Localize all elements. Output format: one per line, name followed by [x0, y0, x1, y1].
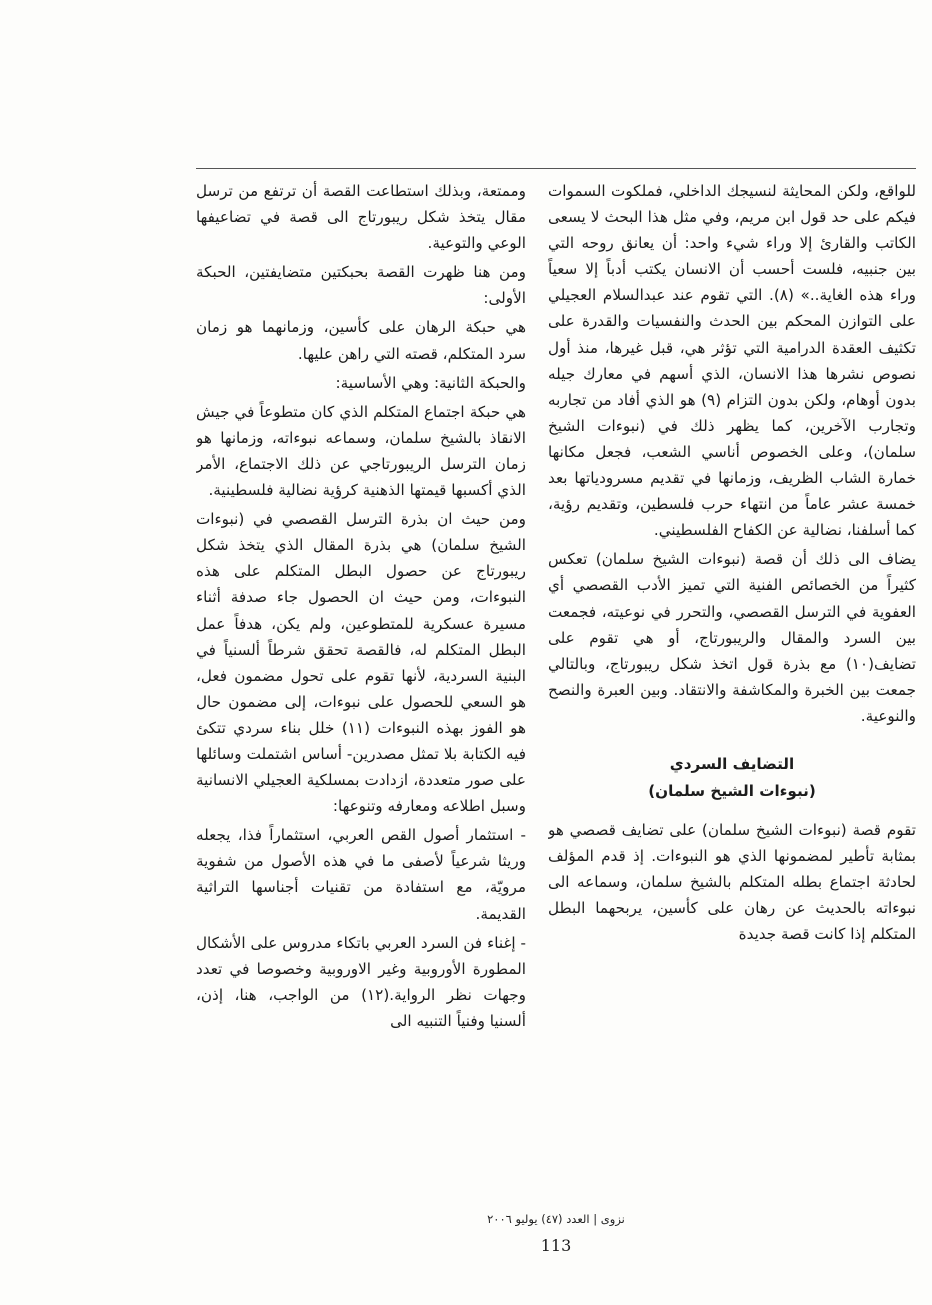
section-heading-title: التضايف السردي	[669, 754, 795, 773]
right-paragraph-2: يضاف الى ذلك أن قصة (نبوءات الشيخ سلمان) تعكس كثيراً من الخصائص الفنية التي تميز الأدب القصصي أي العفوية في الترسل القصصي، والتحرر في نوعيته، فجمعت بين السرد والمقال والريبورتاج، أو هي تقوم على تضايف(١٠) مع بذرة قول اتخذ شكل ريبورتاج، وبالتالي جمعت بين الخبرة والمكاشفة والانتقاد. وبين العبرة والنصح والنوعية.	[548, 550, 916, 725]
left-paragraph-2: ومن هنا ظهرت القصة بحبكتين متضايفتين، الحبكة الأولى:	[196, 263, 526, 308]
right-column	[548, 178, 916, 1208]
left-paragraph-7: - استثمار أصول القص العربي، استثماراً فذا، يجعله وريثا شرعياً لأصفى ما في هذه الأصول من شفوية مرويّة، مع استفادة من تقنيات أجناسها التراثية القديمة.	[196, 826, 526, 923]
section-heading	[548, 751, 916, 805]
left-paragraph-5: هي حبكة اجتماع المتكلم الذي كان متطوعاً في جيش الانقاذ بالشيخ سلمان، وسماعه نبوءاته، وزمانها هو زمان الترسل الريبورتاجي عن ذلك الاجتماع، الأمر الذي أكسبها قيمتها الذهنية كرؤية نضالية فلسطينية.	[196, 402, 526, 500]
right-paragraph-3: تقوم قصة (نبوءات الشيخ سلمان) على تضايف قصصي هو بمثابة تأطير لمضمونها الذي هو النبوءات. إذ قدم المؤلف لحادثة اجتماع بطله المتكلم بالشيخ سلمان، وسماعه الى نبوءاته بالحديث عن رهان على كأسين، يربحهما البطل المتكلم إذا كانت قصة جديدة	[548, 820, 916, 944]
left-paragraph-3: هي حبكة الرهان على كأسين، وزمانهما هو زمان سرد المتكلم، قصته التي راهن عليها.	[196, 318, 526, 363]
right-paragraph-1: للواقع، ولكن المحايثة لنسيجك الداخلي، فملكوت السموات فيكم على حد قول ابن مريم، وفي مثل هذا البحث لا يسعى الكاتب والقارئ إلا وراء شيء واحد: أن يعانق روحه التي بين جنبيه، فلست أحسب أن الانسان يكتب أدباً إلا سعياً وراء هذه الغاية..» (٨). التي تقوم عند عبدالسلام العجيلي على التوازن المحكم بين الحدث والنفسيات والقدرة على تكثيف العقدة الدرامية التي تؤثر هي، قبل غيرها، منذ أول نصوص نشرها هذا الانسان، الذي أسهم في معارك جيله بدون أوهام، ولكن بدون التزام (٩) هو الذي أفاد من تجاربه وتجارب الآخرين، كما يظهر ذلك في (نبوءات الشيخ سلمان)، وعلى الخصوص أناسي الشعب، فجعل مكانها خمارة الشاب الظريف، وزمانها في تقديم مسرودياتها بعد خمسة عشر عاماً من انتهاء حرب فلسطين، وتقديم رؤية، كما أسلفنا، نضالية عن الكفاح الفلسطيني.	[548, 182, 916, 540]
page-number: 113	[540, 1236, 572, 1255]
left-paragraph-4: والحبكة الثانية: وهي الأساسية:	[335, 373, 526, 392]
top-rule	[196, 168, 916, 169]
left-paragraph-1: وممتعة، وبذلك استطاعت القصة أن ترتفع من ترسل مقال يتخذ شكل ريبورتاج الى قصة في تضاعيفها الوعي والتوعية.	[196, 182, 526, 253]
left-paragraph-6: ومن حيث ان بذرة الترسل القصصي في (نبوءات الشيخ سلمان) هي بذرة المقال الذي يتخذ شكل ريبورتاج عن حصول البطل المتكلم على هذه النبوءات، ومن حيث ان الحصول جاء صدفة أثناء مسيرة عسكرية للمتطوعين، ولم يكن، هدفاً عمل البطل المتكلم له، فالقصة تحقق شرطاً ألسنياً في البنية السردية، لأنها تقوم على تحول مضمون فعل، هو السعي للحصول على نبوءات، إلى مضمون حال هو الفوز بهذه النبوءات (١١) خلل بناء سردي تتكئ فيه الكتابة بلا تمثل مصدرين- أساس اشتملت وسائلها على صور متعددة، ازدادت بمسلكية العجيلي الانسانية وسبل اطلاعه ومعارفه وتنوعها:	[196, 510, 526, 816]
left-paragraph-8: - إغناء فن السرد العربي باتكاء مدروس على الأشكال المطورة الأوروبية وغير الاوروبية وخصوصا في تعدد وجهات نظر الرواية.(١٢) من الواجب، هنا، إذن، ألسنيا وفنياً التنبيه الى	[196, 933, 526, 1030]
section-heading-subtitle: (نبوءات الشيخ سلمان)	[648, 781, 816, 800]
left-column	[196, 178, 526, 1208]
footer-issue-info: نزوى | العدد (٤٧) يوليو ٢٠٠٦	[487, 1212, 625, 1226]
